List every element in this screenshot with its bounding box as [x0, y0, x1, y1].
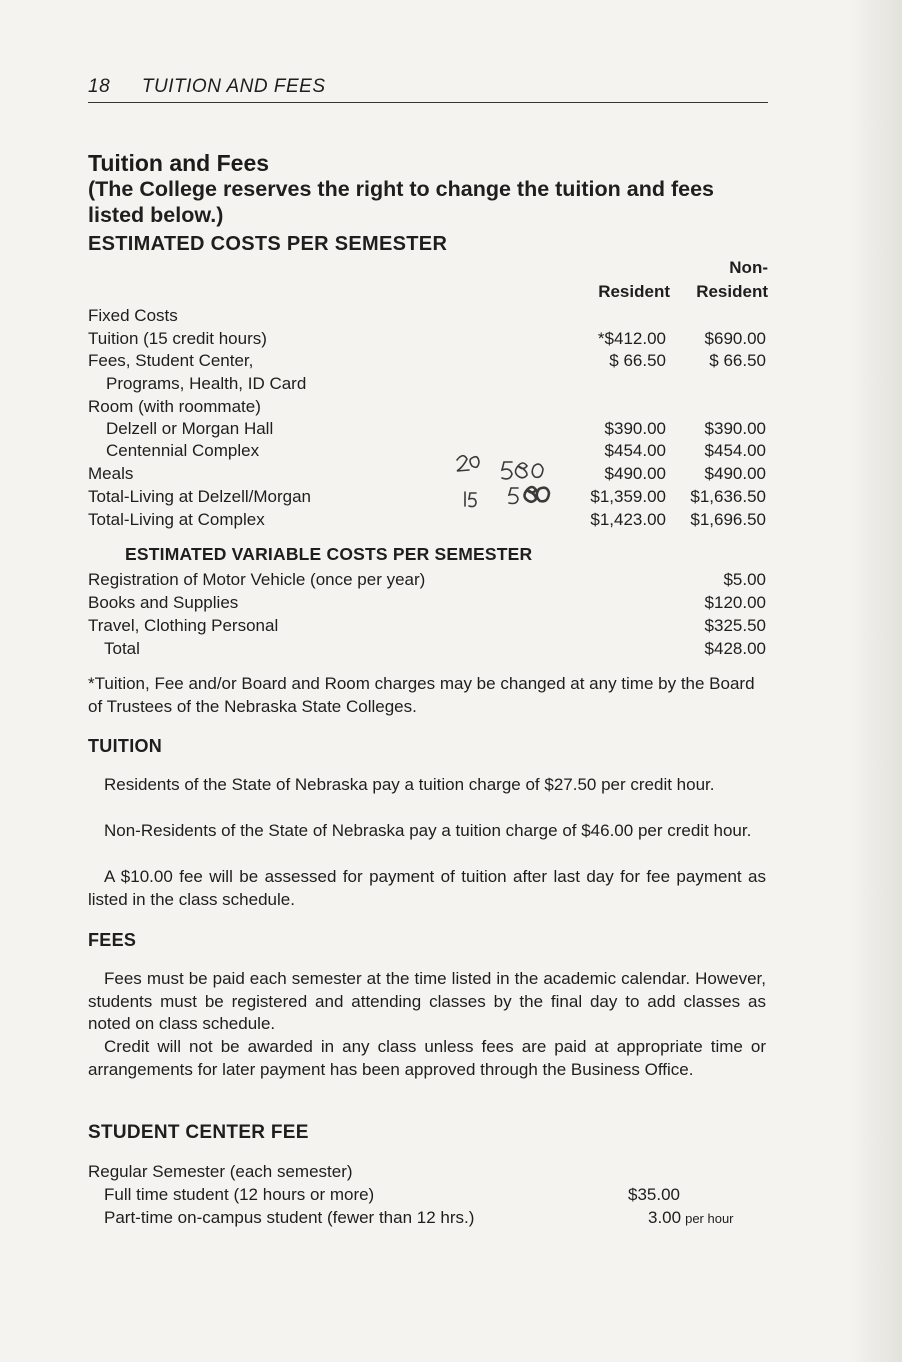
cost-row [88, 417, 768, 440]
fees-heading: FEES [88, 930, 137, 950]
cost-resident: $390.00 [604, 419, 666, 438]
cost-resident: *$412.00 [597, 329, 666, 348]
cost-row [88, 485, 768, 508]
cost-row [88, 395, 768, 418]
cost-nonresident: $ 66.50 [709, 351, 766, 370]
student-center-regular [88, 1160, 768, 1183]
variable-cost-label: Total [104, 639, 140, 658]
page-title: Tuition and Fees [88, 150, 270, 176]
cost-label: Tuition (15 credit hours) [88, 329, 267, 348]
cost-label: Total-Living at Complex [88, 510, 265, 529]
variable-cost-label: Books and Supplies [88, 593, 239, 612]
part-time-label: Part-time on-campus student (fewer than 12 hrs.) [104, 1208, 475, 1227]
cost-nonresident: $690.00 [704, 329, 766, 348]
cost-nonresident: $1,636.50 [690, 487, 766, 506]
col-head-nonresident-2: Resident [696, 282, 768, 301]
cost-label: Centennial Complex [106, 441, 260, 460]
regular-semester-label: Regular Semester (each semester) [88, 1162, 353, 1181]
cost-label: Meals [88, 464, 134, 483]
cost-row [88, 508, 768, 531]
cost-resident: $454.00 [604, 441, 666, 460]
cost-resident: $1,359.00 [590, 487, 666, 506]
tuition-paragraph: Non-Residents of the State of Nebraska pay a tuition charge of $46.00 per credit hour. [104, 821, 752, 840]
variable-cost-row [88, 637, 768, 660]
cost-label: Total-Living at Delzell/Morgan [88, 487, 311, 506]
part-time-amount-group [648, 1206, 734, 1230]
cost-resident: $490.00 [604, 464, 666, 483]
footnote: *Tuition, Fee and/or Board and Room charges may be changed at any time by the Board of Trustees of the Nebraska State Colleges. [88, 674, 755, 716]
cost-row [88, 304, 768, 327]
cost-label: Room (with roommate) [88, 397, 261, 416]
col-head-resident: Resident [598, 282, 670, 301]
full-time-amount: $35.00 [628, 1185, 680, 1204]
fees-paragraph: Credit will not be awarded in any class unless fees are paid at appropriate time or arrangements for later payment has been approved through the Business Office. [88, 1037, 766, 1079]
cost-row [88, 327, 768, 350]
cost-row [88, 372, 768, 395]
cost-nonresident: $454.00 [704, 441, 766, 460]
variable-cost-amount: $120.00 [704, 593, 766, 612]
variable-cost-amount: $428.00 [704, 639, 766, 658]
tuition-paragraph: Residents of the State of Nebraska pay a tuition charge of $27.50 per credit hour. [104, 775, 715, 794]
tuition-paragraph: A $10.00 fee will be assessed for payment of tuition after last day for fee payment as listed in the class schedule. [88, 867, 766, 909]
variable-cost-label: Travel, Clothing Personal [88, 616, 279, 635]
cost-nonresident: $1,696.50 [690, 510, 766, 529]
full-time-label: Full time student (12 hours or more) [104, 1185, 375, 1204]
cost-nonresident: $390.00 [704, 419, 766, 438]
variable-cost-row [88, 614, 768, 637]
cost-label: Fees, Student Center, [88, 351, 254, 370]
variable-cost-amount: $5.00 [723, 570, 766, 589]
tuition-heading: TUITION [88, 736, 163, 756]
page-subtitle: (The College reserves the right to change the tuition and fees listed below.) [88, 177, 714, 227]
running-header [88, 76, 766, 98]
cost-row [88, 439, 768, 462]
cost-row [88, 462, 768, 485]
estimated-costs-heading: ESTIMATED COSTS PER SEMESTER [88, 233, 448, 255]
student-center-fee-heading: STUDENT CENTER FEE [88, 1122, 309, 1143]
cost-label: Fixed Costs [88, 306, 178, 325]
variable-costs-heading: ESTIMATED VARIABLE COSTS PER SEMESTER [125, 544, 533, 564]
cost-resident: $1,423.00 [590, 510, 666, 529]
variable-cost-row [88, 568, 768, 591]
cost-label: Programs, Health, ID Card [106, 374, 307, 393]
variable-cost-amount: $325.50 [704, 616, 766, 635]
page-edge-shadow [850, 0, 902, 1362]
cost-label: Delzell or Morgan Hall [106, 419, 274, 438]
student-center-part-time [88, 1206, 768, 1229]
running-title: TUITION AND FEES [141, 76, 326, 97]
page-number: 18 [88, 76, 111, 97]
cost-row [88, 349, 768, 372]
student-center-full-time [88, 1183, 768, 1206]
cost-resident: $ 66.50 [609, 351, 666, 370]
variable-cost-row [88, 591, 768, 614]
part-time-unit: per hour [685, 1211, 734, 1226]
cost-nonresident: $490.00 [704, 464, 766, 483]
fees-paragraph: Fees must be paid each semester at the time listed in the academic calendar. However, students must be registered and attending classes by the final day to add classes as noted on class schedule. [88, 969, 766, 1033]
col-head-nonresident-1: Non- [729, 258, 768, 277]
part-time-amount: 3.00 [648, 1208, 682, 1227]
variable-cost-label: Registration of Motor Vehicle (once per year) [88, 570, 426, 589]
header-rule [88, 102, 768, 103]
